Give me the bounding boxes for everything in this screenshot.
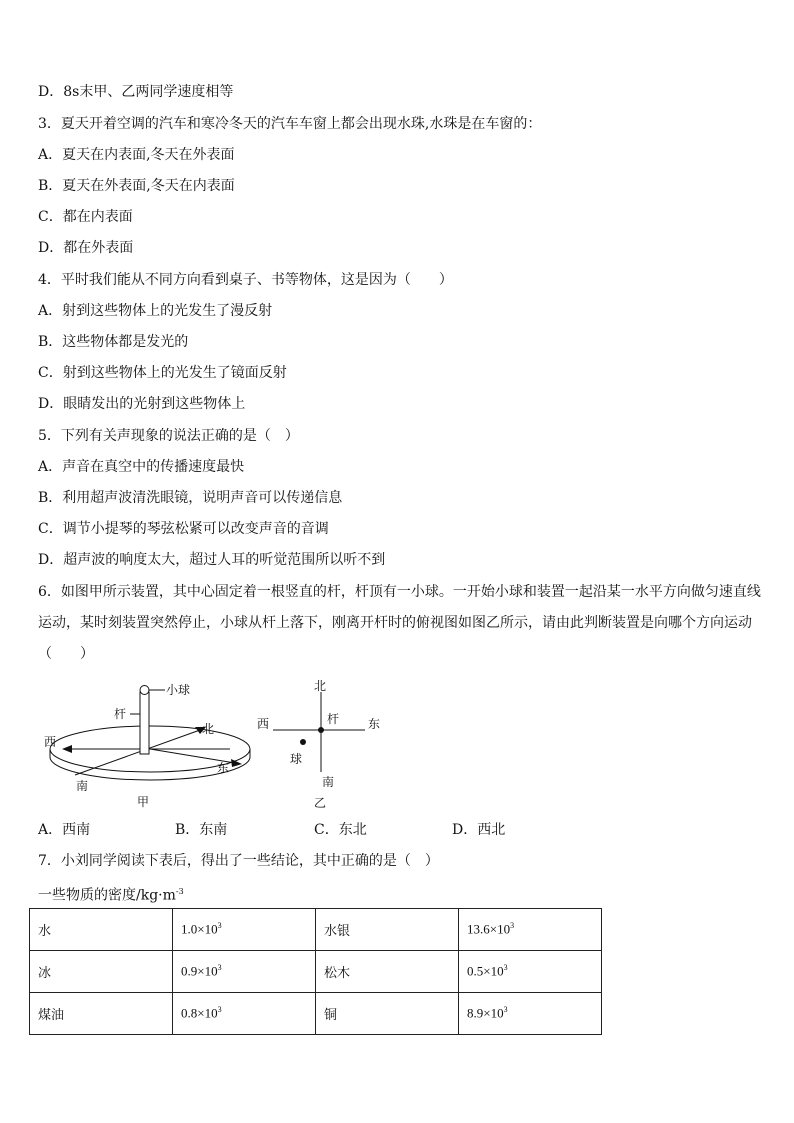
q6-figure	[30, 672, 410, 812]
label-east: 东	[217, 761, 230, 775]
table-row	[30, 951, 602, 993]
q3-option-a: A．夏天在内表面,冬天在外表面	[38, 147, 235, 163]
q6-option-a: A．西南	[38, 822, 91, 838]
q6-stem-line2: 运动，某时刻装置突然停止，小球从杆上落下，刚离开杆时的俯视图如图乙所示，请由此判断装置是向哪个方向运动	[38, 615, 752, 631]
q5-option-d: D．超声波的响度太大，超过人耳的听觉范围所以听不到	[38, 552, 386, 568]
table-cell-value: $8.9\times 10^3$	[459, 993, 602, 1035]
q4-option-d: D．眼睛发出的光射到这些物体上	[38, 396, 246, 412]
figure-yi	[257, 679, 380, 810]
figure-jia	[44, 682, 250, 809]
ball-dot	[300, 739, 306, 745]
table-cell-name: 水银	[316, 909, 459, 951]
ball	[140, 686, 149, 695]
table-cell-name: 冰	[30, 951, 173, 993]
table-cell-value: $13.6\times 10^3$	[459, 909, 602, 951]
table-row	[30, 909, 602, 951]
q5-stem: 5．下列有关声现象的说法正确的是（ ）	[38, 428, 299, 444]
table-row	[30, 993, 602, 1035]
table-cell-value: $0.9\times 10^3$	[173, 951, 316, 993]
table-cell-name: 铜	[316, 993, 459, 1035]
q7-stem: 7．小刘同学阅读下表后，得出了一些结论，其中正确的是（ ）	[38, 853, 439, 869]
label-rod: 杆	[114, 707, 127, 721]
label-rod-yi: 杆	[327, 712, 340, 726]
label-north: 北	[202, 722, 215, 736]
q3-option-d: D．都在外表面	[38, 240, 134, 256]
label-west-yi: 西	[257, 717, 270, 731]
q5-option-b: B．利用超声波清洗眼镜，说明声音可以传递信息	[38, 490, 343, 506]
label-ball: 小球	[166, 683, 191, 697]
rod	[140, 692, 149, 754]
q4-option-c: C．射到这些物体上的光发生了镜面反射	[38, 365, 287, 381]
q2-option-d: D．8s末甲、乙两同学速度相等	[38, 84, 234, 100]
q4-option-a: A．射到这些物体上的光发生了漫反射	[38, 303, 273, 319]
label-east-yi: 东	[368, 717, 381, 731]
q3-option-c: C．都在内表面	[38, 209, 133, 225]
q6-option-b: B．东南	[175, 822, 228, 838]
density-table	[29, 908, 602, 1035]
table-cell-value: $1.0\times 10^3$	[173, 909, 316, 951]
q6-option-c: C．东北	[314, 822, 367, 838]
table-cell-name: 水	[30, 909, 173, 951]
q7-table-title-text: 一些物质的密度/kg·m	[38, 887, 176, 904]
q3-stem: 3．夏天开着空调的汽车和寒冷冬天的汽车车窗上都会出现水珠,水珠是在车窗的：	[38, 116, 542, 132]
q7-table-title-sup: -3	[175, 887, 184, 896]
label-ball-yi: 球	[290, 752, 303, 766]
label-south-yi: 南	[322, 775, 335, 789]
caption-jia: 甲	[137, 795, 150, 809]
q6-stem-line1: 6．如图甲所示装置，其中心固定着一根竖直的杆，杆顶有一小球。一开始小球和装置一起沿某一水平方向做匀速直线	[38, 584, 761, 600]
table-cell-name: 松木	[316, 951, 459, 993]
q4-stem: 4．平时我们能从不同方向看到桌子、书等物体，这是因为（ ）	[38, 272, 453, 288]
q6-stem-line3: （ ）	[38, 646, 94, 662]
label-north-yi: 北	[314, 679, 327, 693]
q6-figure-svg	[30, 672, 410, 812]
table-cell-value: $0.8\times 10^3$	[173, 993, 316, 1035]
q5-option-c: C．调节小提琴的琴弦松紧可以改变声音的音调	[38, 521, 329, 537]
table-cell-value: $0.5\times 10^3$	[459, 951, 602, 993]
q6-option-d: D．西北	[452, 822, 506, 838]
q7-table-title	[38, 882, 184, 906]
label-west: 西	[44, 735, 57, 749]
q3-option-b: B．夏天在外表面,冬天在内表面	[38, 178, 235, 194]
table-cell-name: 煤油	[30, 993, 173, 1035]
label-south: 南	[76, 779, 89, 793]
caption-yi: 乙	[314, 796, 327, 810]
q4-option-b: B．这些物体都是发光的	[38, 334, 189, 350]
rod-dot	[318, 727, 324, 733]
q5-option-a: A．声音在真空中的传播速度最快	[38, 459, 245, 475]
